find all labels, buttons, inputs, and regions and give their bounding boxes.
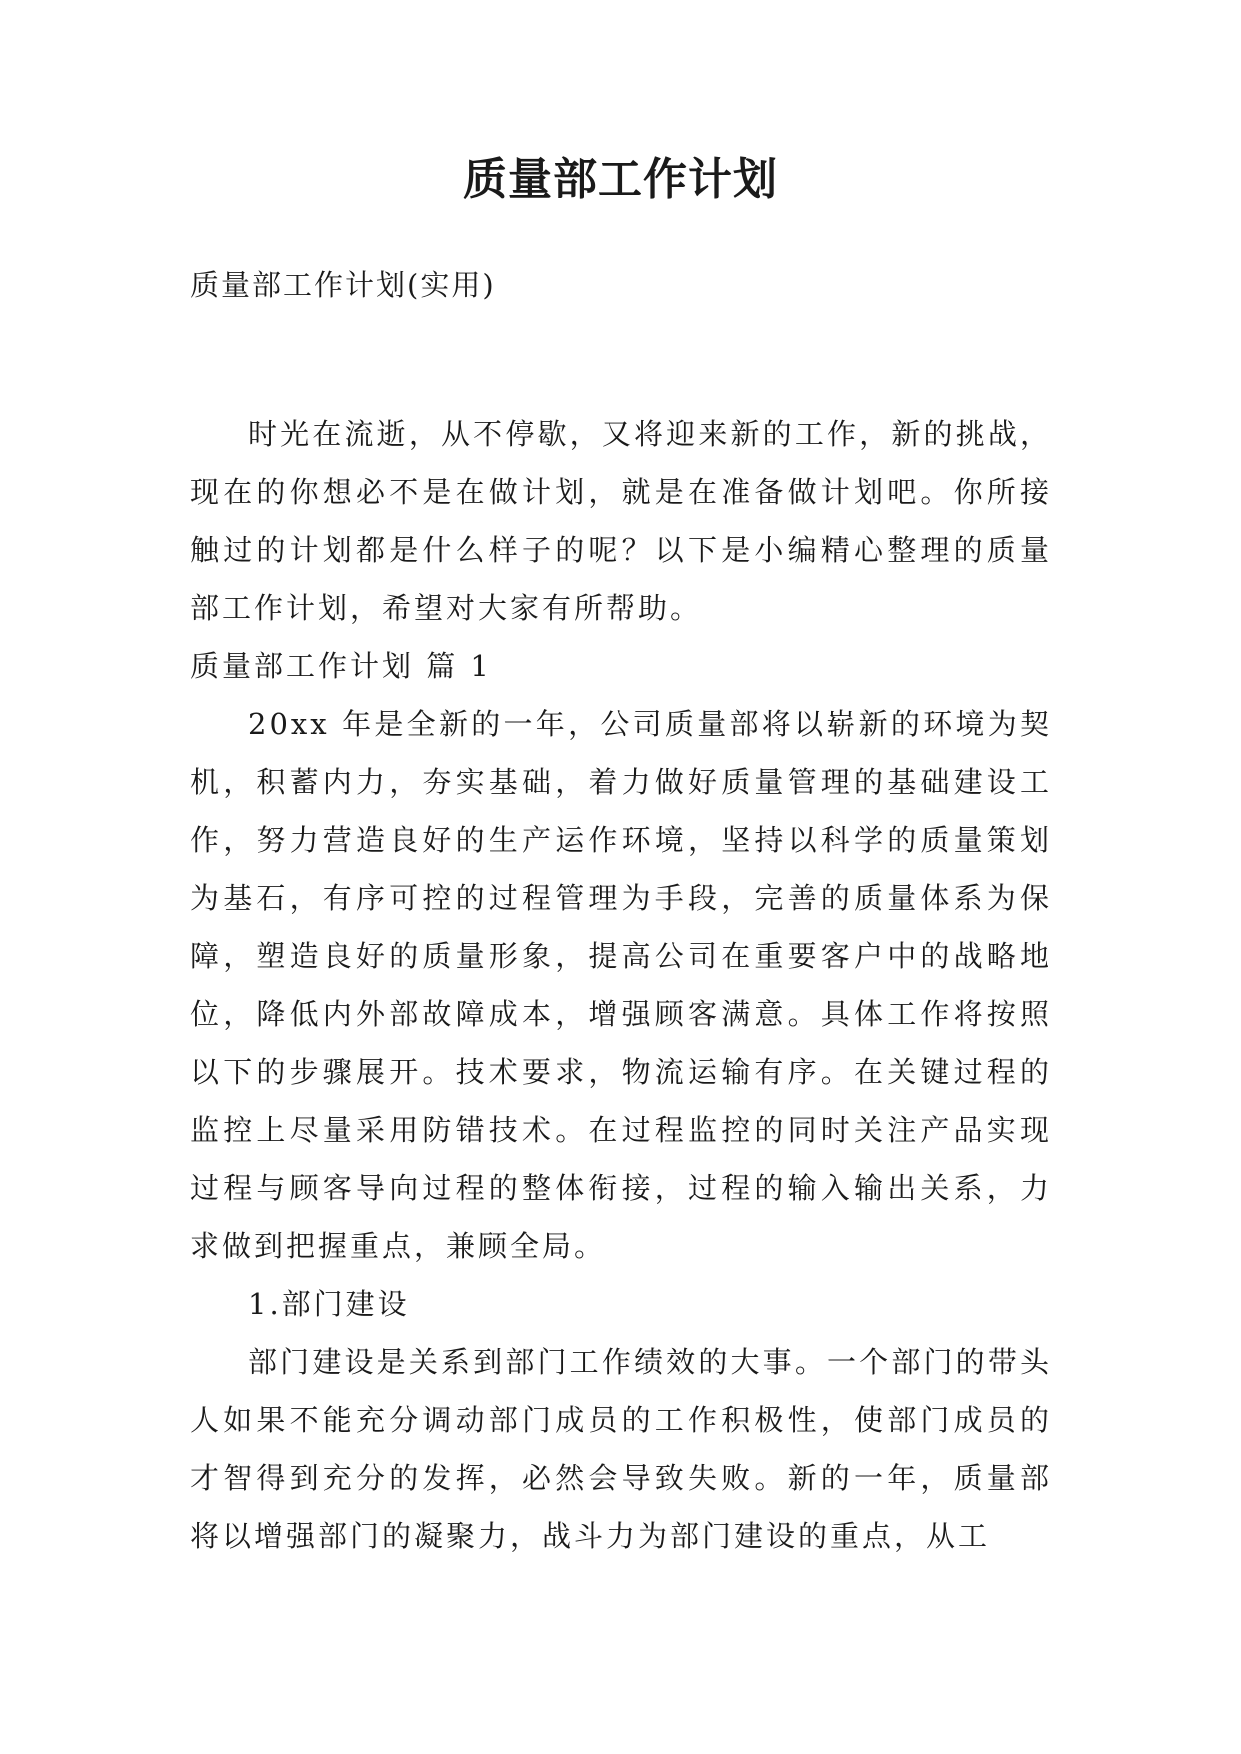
body-paragraph: 20xx 年是全新的一年，公司质量部将以崭新的环境为契机，积蓄内力，夯实基础，着力做好质量管理的基础建设工作，努力营造良好的生产运作环境，坚持以科学的质量策划为基石，有序可控的过程管理为手段，完善的质量体系为保障，塑造良好的质量形象，提高公司在重要客户中的战略地位，降低内外部故障成本，增强顾客满意。具体工作将按照以下的步骤展开。技术要求，物流运输有序。在关键过程的监控上尽量采用防错技术。在过程监控的同时关注产品实现过程与顾客导向过程的整体衔接，过程的输入输出关系，力求做到把握重点，兼顾全局。 — [190, 707, 1052, 1263]
subsection-heading: 1.部门建设 — [248, 1287, 410, 1321]
intro-paragraph: 时光在流逝，从不停歇，又将迎来新的工作，新的挑战，现在的你想必不是在做计划，就是在准备做计划吧。你所接触过的计划都是什么样子的呢？以下是小编精心整理的质量部工作计划，希望对大家有所帮助。 — [190, 417, 1052, 625]
body-paragraph: 部门建设是关系到部门工作绩效的大事。一个部门的带头人如果不能充分调动部门成员的工作积极性，使部门成员的才智得到充分的发挥，必然会导致失败。新的一年，质量部将以增强部门的凝聚力，战斗力为部门建设的重点，从工 — [190, 1345, 1052, 1553]
section-heading: 质量部工作计划 篇 1 — [190, 649, 492, 683]
document-body — [190, 405, 1052, 1565]
document-subtitle: 质量部工作计划(实用) — [190, 268, 496, 302]
page-title: 质量部工作计划 — [463, 154, 778, 205]
